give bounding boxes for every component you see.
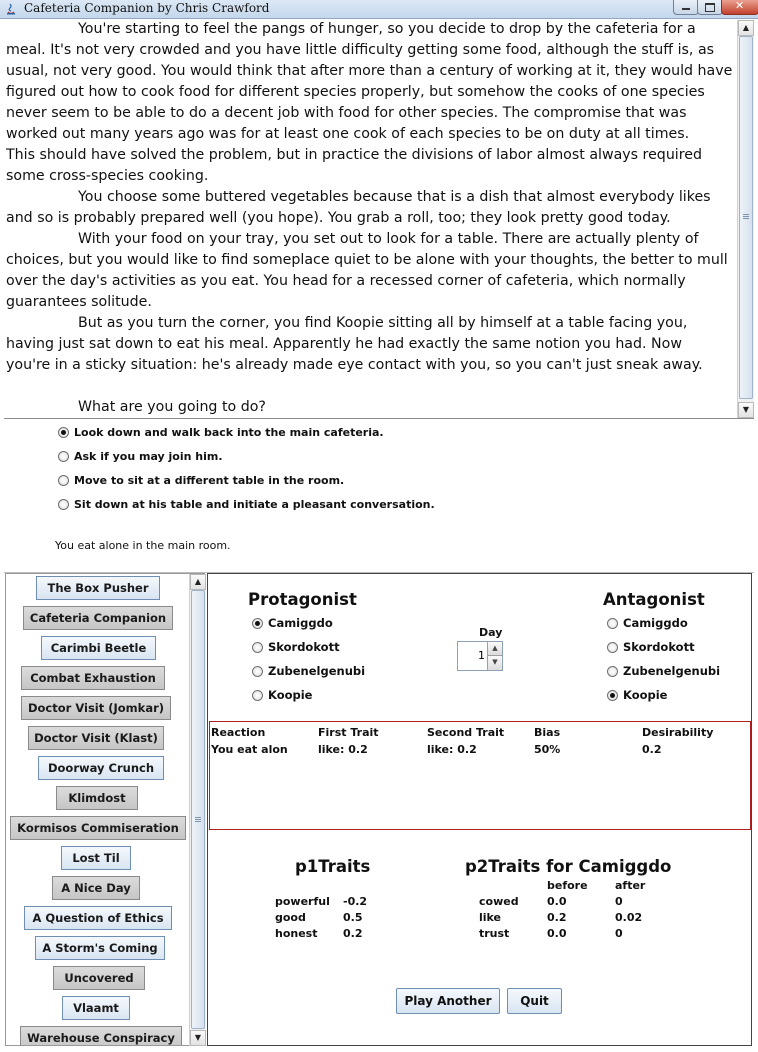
story-line: guarantees solitude. — [6, 294, 152, 310]
storyworld-button[interactable]: Doctor Visit (Klast) — [28, 726, 164, 750]
play-another-button[interactable]: Play Another — [396, 988, 500, 1014]
p1trait-name: good — [275, 911, 306, 924]
radio-button[interactable] — [252, 666, 263, 677]
radio-button[interactable] — [252, 642, 263, 653]
story-text-area — [6, 19, 735, 417]
scroll-up-arrow-icon[interactable]: ▲ — [190, 574, 206, 590]
reaction-cell: 0.2 — [642, 743, 662, 756]
p2traits-title: p2Traits for Camiggdo — [465, 857, 672, 876]
scroll-thumb[interactable] — [739, 36, 753, 399]
story-line: You're starting to feel the pangs of hunger, so you decide to drop by the cafeteria for a — [78, 21, 696, 37]
story-line: some cross-species cooking. — [6, 168, 209, 184]
day-label: Day — [479, 626, 503, 639]
story-line: figured out how to cook food for different species properly, but somehow the cooks of one species — [6, 84, 705, 100]
title-bar — [0, 0, 758, 19]
protagonist-header: Protagonist — [248, 590, 357, 609]
story-line: You choose some buttered vegetables because that is a dish that almost everybody likes — [78, 189, 711, 205]
antagonist-option[interactable] — [607, 664, 720, 678]
story-line: What are you going to do? — [78, 399, 266, 415]
protagonist-option[interactable] — [252, 640, 340, 654]
p2trait-after: 0 — [615, 927, 623, 940]
radio-button[interactable] — [607, 666, 618, 677]
p2trait-after: 0.02 — [615, 911, 643, 924]
story-line: With your food on your tray, you set out to look for a table. There are actually plenty of — [78, 231, 699, 247]
antagonist-option-label: Koopie — [623, 688, 668, 702]
antagonist-option-label: Skordokott — [623, 640, 695, 654]
spinner-up-icon[interactable]: ▲ — [487, 642, 502, 656]
day-value: 1 — [478, 649, 485, 662]
protagonist-option-label: Skordokott — [268, 640, 340, 654]
game-panel — [207, 573, 752, 1046]
story-line: But as you turn the corner, you find Koopie sitting all by himself at a table facing you, — [78, 315, 688, 331]
story-line: worked out many years ago was for at least one cook of each species to be on duty at all times. — [6, 126, 690, 142]
storyworld-button[interactable]: Klimdost — [56, 786, 138, 810]
antagonist-option-label: Camiggdo — [623, 616, 688, 630]
storyworld-button[interactable]: Cafeteria Companion — [23, 606, 173, 630]
story-line: never seem to be able to do a decent job with food for other species. The compromise that was — [6, 105, 687, 121]
story-line: and so is probably prepared well (you hope). You grab a roll, too; they look pretty good today. — [6, 210, 671, 226]
result-text: You eat alone in the main room. — [55, 539, 231, 552]
storyworld-button[interactable]: Combat Exhaustion — [21, 666, 165, 690]
reaction-cell: 50% — [534, 743, 561, 756]
storyworld-scrollbar[interactable] — [189, 574, 206, 1046]
p2-header-after: after — [615, 879, 646, 892]
p1trait-name: honest — [275, 927, 318, 940]
choice-label: Ask if you may join him. — [74, 450, 223, 463]
maximize-button[interactable] — [697, 0, 723, 15]
p2-header-before: before — [547, 879, 588, 892]
story-line: over the day's activities as you eat. You head for a recessed corner of cafeteria, which normally — [6, 273, 686, 289]
protagonist-option-label: Zubenelgenubi — [268, 664, 366, 678]
choice-option[interactable] — [58, 426, 384, 444]
scroll-down-arrow-icon[interactable]: ▼ — [190, 1030, 206, 1046]
choice-option[interactable] — [58, 450, 223, 468]
reaction-column-header: Desirability — [642, 726, 714, 739]
storyworld-list — [5, 573, 205, 1046]
storyworld-button[interactable]: Carimbi Beetle — [41, 636, 156, 660]
reaction-column-header: First Trait — [318, 726, 379, 739]
radio-button[interactable] — [252, 690, 263, 701]
storyworld-button[interactable]: Uncovered — [53, 966, 145, 990]
scroll-up-arrow-icon[interactable]: ▲ — [738, 20, 754, 36]
story-line: having just sat down to eat his meal. Apparently he had exactly the same notion you had. Now — [6, 336, 682, 352]
choice-label: Move to sit at a different table in the room. — [74, 474, 345, 487]
protagonist-option[interactable] — [252, 664, 365, 678]
storyworld-button[interactable]: Vlaamt — [62, 996, 130, 1020]
quit-button[interactable]: Quit — [507, 988, 562, 1014]
story-line: choices, but you would like to find someplace quiet to be alone with your thoughts, the better to mull — [6, 252, 728, 268]
antagonist-option-label: Zubenelgenubi — [623, 664, 721, 678]
radio-button[interactable] — [58, 499, 69, 510]
radio-button[interactable] — [607, 618, 618, 629]
choice-option[interactable] — [58, 498, 435, 516]
spinner-down-icon[interactable]: ▼ — [487, 656, 502, 670]
storyworld-button[interactable]: Doorway Crunch — [38, 756, 164, 780]
story-line: This should have solved the problem, but in practice the divisions of labor almost always required — [6, 147, 703, 163]
reaction-table — [209, 721, 751, 830]
scroll-thumb[interactable] — [191, 590, 205, 1029]
minimize-button[interactable] — [673, 0, 699, 15]
storyworld-button[interactable]: Doctor Visit (Jomkar) — [21, 696, 171, 720]
storyworld-button[interactable]: Warehouse Conspiracy — [20, 1026, 182, 1046]
choice-label: Sit down at his table and initiate a pleasant conversation. — [74, 498, 435, 511]
antagonist-option[interactable] — [607, 640, 695, 654]
p1traits-title: p1Traits — [295, 857, 371, 876]
p1trait-value: -0.2 — [343, 895, 368, 908]
story-line: you're in a sticky situation: he's already made eye contact with you, so you can't just sneak away. — [6, 357, 703, 373]
radio-button[interactable] — [58, 427, 69, 438]
p2trait-name: like — [479, 911, 502, 924]
reaction-cell: You eat alon — [211, 743, 288, 756]
p2trait-after: 0 — [615, 895, 623, 908]
scroll-down-arrow-icon[interactable]: ▼ — [738, 402, 754, 418]
protagonist-option[interactable] — [252, 688, 312, 702]
radio-button[interactable] — [607, 690, 618, 701]
story-line: meal. It's not very crowded and you have little difficulty getting some food, although the stuff is, as — [6, 42, 715, 58]
protagonist-option-label: Camiggdo — [268, 616, 333, 630]
close-button[interactable]: ✕ — [721, 0, 758, 15]
p1trait-name: powerful — [275, 895, 330, 908]
divider — [4, 418, 754, 419]
storyworld-button[interactable]: Kormisos Commiseration — [10, 816, 186, 840]
p2trait-before: 0.2 — [547, 911, 567, 924]
storyworld-button[interactable]: A Question of Ethics — [24, 906, 172, 930]
reaction-column-header: Bias — [534, 726, 561, 739]
storyworld-button[interactable]: The Box Pusher — [36, 576, 160, 600]
p1trait-value: 0.5 — [343, 911, 363, 924]
storyworld-button[interactable]: A Nice Day — [52, 876, 140, 900]
radio-button[interactable] — [252, 618, 263, 629]
storyworld-button[interactable]: A Storm's Coming — [35, 936, 165, 960]
radio-button[interactable] — [607, 642, 618, 653]
reaction-cell: like: 0.2 — [427, 743, 477, 756]
radio-button[interactable] — [58, 451, 69, 462]
window-title: Cafeteria Companion by Chris Crawford — [24, 1, 270, 15]
antagonist-option[interactable] — [607, 688, 667, 702]
p1trait-value: 0.2 — [343, 927, 363, 940]
storyworld-button[interactable]: Lost Til — [61, 846, 131, 870]
p2trait-before: 0.0 — [547, 895, 567, 908]
antagonist-option[interactable] — [607, 616, 688, 630]
story-line: usual, not very good. You would think that after more than a century of working at it, they would have — [6, 63, 733, 79]
protagonist-option[interactable] — [252, 616, 333, 630]
day-spinner[interactable] — [457, 641, 503, 671]
p2trait-before: 0.0 — [547, 927, 567, 940]
protagonist-option-label: Koopie — [268, 688, 313, 702]
antagonist-header: Antagonist — [603, 590, 705, 609]
story-scrollbar[interactable] — [737, 20, 754, 418]
reaction-column-header: Second Trait — [427, 726, 505, 739]
choice-option[interactable] — [58, 474, 344, 492]
reaction-cell: like: 0.2 — [318, 743, 368, 756]
story-line — [6, 376, 735, 397]
choice-label: Look down and walk back into the main cafeteria. — [74, 426, 384, 439]
p2trait-name: trust — [479, 927, 510, 940]
radio-button[interactable] — [58, 475, 69, 486]
p2trait-name: cowed — [479, 895, 519, 908]
java-app-icon — [4, 2, 18, 16]
reaction-column-header: Reaction — [211, 726, 266, 739]
